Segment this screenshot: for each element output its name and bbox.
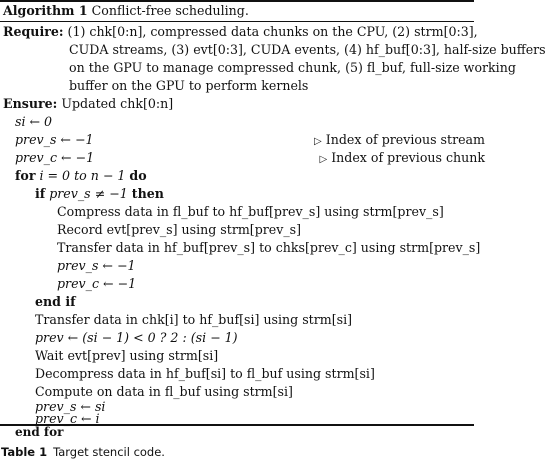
code-prevc-init-text: prev_c ← −1 — [15, 150, 95, 165]
code-prevs-set-text: prev_s ← si — [35, 399, 106, 414]
code-prevc-reset-text: prev_c ← −1 — [57, 276, 137, 291]
comment-stream — [314, 131, 485, 149]
require-line-4 — [69, 77, 543, 95]
if-keyword: if — [35, 186, 46, 201]
ensure-keyword: Ensure: — [3, 96, 58, 111]
code-for-line — [15, 167, 489, 185]
comment-chunk — [319, 149, 485, 167]
code-si-init-text: si ← 0 — [15, 114, 53, 129]
code-wait — [35, 347, 509, 365]
require-text-2: CUDA streams, (3) evt[0:3], CUDA events, (4) hf_buf[0:3], half-size buffers — [69, 42, 546, 57]
require-keyword: Require: — [3, 24, 64, 39]
do-keyword: do — [129, 168, 147, 183]
code-prevs-reset — [57, 257, 531, 275]
code-prev-assign-text: prev ← (si − 1) < 0 ? 2 : (si − 1) — [35, 330, 238, 345]
caption-label: Table 1 — [1, 445, 48, 459]
code-compute-text: Compute on data in fl_buf using strm[si] — [35, 384, 293, 399]
comment-stream-text: Index of previous stream — [325, 132, 485, 147]
code-transfer-chks — [57, 239, 531, 257]
algorithm-label: Algorithm 1 — [3, 3, 88, 18]
code-record-text: Record evt[prev_s] using strm[prev_s] — [57, 222, 302, 237]
code-prevc-set-text: prev_c ← i — [35, 411, 100, 426]
endif-keyword: end if — [35, 294, 76, 309]
code-si-init — [15, 113, 489, 131]
code-if-line — [35, 185, 509, 203]
comment-chunk-text: Index of previous chunk — [331, 150, 485, 165]
code-prevc-init — [15, 149, 489, 167]
code-wait-text: Wait evt[prev] using strm[si] — [35, 348, 219, 363]
code-prev-assign — [35, 329, 509, 347]
require-text-3: on the GPU to manage compressed chunk, (5) fl_buf, full-size working — [69, 60, 516, 75]
code-prevs-init — [15, 131, 489, 149]
require-text-1: (1) chk[0:n], compressed data chunks on the CPU, (2) strm[0:3], — [67, 24, 478, 39]
code-compress — [57, 203, 531, 221]
algorithm-title: Conflict-free scheduling. — [91, 3, 249, 18]
if-condition: prev_s ≠ −1 — [49, 186, 128, 201]
code-transfer-chk — [35, 311, 509, 329]
code-prevc-reset — [57, 275, 531, 293]
code-decompress-text: Decompress data in hf_buf[si] to fl_buf using strm[si] — [35, 366, 375, 381]
ensure-text: Updated chk[0:n] — [61, 96, 174, 111]
code-endfor-visible — [15, 426, 489, 438]
code-endif — [35, 293, 509, 311]
endfor-keyword-visible: end for — [15, 425, 64, 439]
code-prevs-init-text: prev_s ← −1 — [15, 132, 94, 147]
code-transfer-chks-text: Transfer data in hf_buf[prev_s] to chks[prev_c] using strm[prev_s] — [57, 240, 481, 255]
table-caption — [1, 445, 165, 459]
require-line-2 — [69, 41, 546, 59]
code-record — [57, 221, 531, 239]
code-decompress — [35, 365, 509, 383]
require-text-4: buffer on the GPU to perform kernels — [69, 78, 309, 93]
algorithm-header — [3, 2, 477, 20]
caption-text: Target stencil code. — [53, 445, 165, 459]
for-range: i = 0 to n − 1 — [39, 168, 126, 183]
require-line-3 — [69, 59, 543, 77]
comment-marker-icon: ▷ — [314, 136, 322, 147]
code-transfer-chk-text: Transfer data in chk[i] to hf_buf[si] using strm[si] — [35, 312, 353, 327]
code-prevc-set — [35, 412, 509, 426]
header-rule — [0, 21, 474, 22]
require-line-1 — [3, 23, 477, 41]
for-keyword: for — [15, 168, 36, 183]
then-keyword: then — [131, 186, 164, 201]
code-prevs-reset-text: prev_s ← −1 — [57, 258, 136, 273]
ensure-line — [3, 95, 477, 113]
comment-marker-icon: ▷ — [319, 154, 328, 165]
code-compress-text: Compress data in fl_buf to hf_buf[prev_s] using strm[prev_s] — [57, 204, 444, 219]
